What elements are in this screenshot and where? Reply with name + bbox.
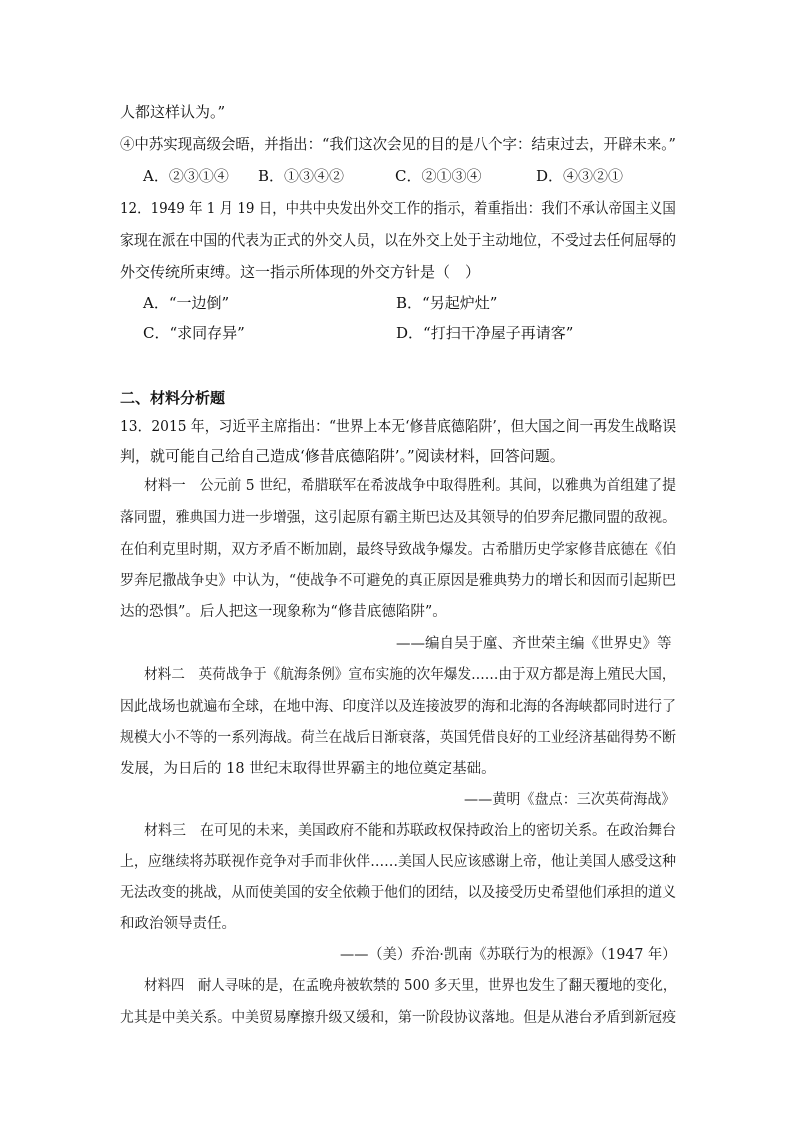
- material-3-line: 上，应继续将苏联视作竞争对手而非伙伴……美国人民应该感谢上帝，他让美国人感受这种: [120, 854, 676, 870]
- q11-option-d[interactable]: D．④③②①: [536, 167, 624, 185]
- material-2-line: 材料二 英荷战争于《航海条例》宣布实施的次年爆发……由于双方都是海上殖民大国，: [144, 667, 676, 683]
- material-1-line: 在伯利克里时期，双方矛盾不断加剧，最终导致战争爆发。古希腊历史学家修昔底德在《伯: [120, 542, 676, 558]
- material-1-line: 罗奔尼撒战争史》中认为，“使战争不可避免的真正原因是雅典势力的增长和因而引起斯巴: [120, 573, 676, 589]
- material-2-source: ——黄明《盘点：三次英荷海战》: [464, 792, 676, 808]
- q12-line-1: 12．1949 年 1 月 19 日，中共中央发出外交工作的指示，着重指出：我们不承认帝国主义国: [120, 199, 676, 217]
- material-4-line: 材料四 耐人寻味的是，在孟晚舟被软禁的 500 多天里，世界也发生了翻天覆地的变化，: [144, 978, 677, 994]
- material-1-line: 达的恐惧”。后人把这一现象称为“修昔底德陷阱”。: [120, 604, 447, 620]
- material-2-line: 发展，为日后的 18 世纪末取得世界霸主的地位奠定基础。: [120, 761, 496, 777]
- q12-option-b[interactable]: B．“另起炉灶”: [396, 294, 498, 312]
- material-1-source: ——编自吴于廑、齐世荣主编《世界史》等: [396, 636, 672, 652]
- material-4-line: 尤其是中美关系。中美贸易摩擦升级又缓和，第一阶段协议落地。但是从港台矛盾到新冠疫: [120, 1010, 676, 1026]
- q12-option-d[interactable]: D．“打扫干净屋子再请客”: [396, 324, 574, 342]
- q12-option-a[interactable]: A．“一边倒”: [143, 294, 230, 312]
- q11-continue-line: 人都这样认为。”: [120, 103, 226, 121]
- q11-option-b[interactable]: B．①③④②: [258, 167, 345, 185]
- q12-line-3: 外交传统所束缚。这一指示所体现的外交方针是（ ）: [120, 263, 481, 281]
- material-3-source: ——（美）乔治·凯南《苏联行为的根源》（1947 年）: [340, 947, 677, 963]
- q12-line-2: 家现在派在中国的代表为正式的外交人员，以在外交上处于主动地位，不受过去任何屈辱的: [120, 231, 677, 249]
- material-1-line: 落同盟，雅典国力进一步增强，这引起原有霸主斯巴达及其领导的伯罗奔尼撒同盟的敌视。: [120, 510, 676, 526]
- q11-option-a[interactable]: A．②③①④: [143, 167, 229, 185]
- section-title: 二、材料分析题: [120, 389, 226, 407]
- q13-line-1: 13．2015 年，习近平主席指出：“世界上本无‘修昔底德陷阱’，但大国之间一再发生战略误: [120, 417, 677, 435]
- material-3-line: 无法改变的挑战，从而使美国的安全依赖于他们的团结，以及接受历史希望他们承担的道义: [120, 885, 676, 901]
- material-3-line: 材料三 在可见的未来，美国政府不能和苏联政权保持政治上的密切关系。在政治舞台: [144, 823, 676, 839]
- q11-option-c[interactable]: C．②①③④: [395, 167, 482, 185]
- material-1-line: 材料一 公元前 5 世纪，希腊联军在希波战争中取得胜利。其间，以雅典为首组建了提: [144, 478, 676, 494]
- q13-line-2: 判，就可能自己给自己造成‘修昔底德陷阱’。”阅读材料，回答问题。: [120, 447, 565, 465]
- q12-option-c[interactable]: C．“求同存异”: [143, 324, 245, 342]
- material-2-line: 因此战场也就遍布全球，在地中海、印度洋以及连接波罗的海和北海的各海峡都同时进行了: [120, 699, 676, 715]
- material-2-line: 规模大小不等的一系列海战。荷兰在战后日渐衰落，英国凭借良好的工业经济基础得势不断: [120, 730, 676, 746]
- material-3-line: 和政治领导责任。: [120, 916, 236, 932]
- q11-item-4: ④中苏实现高级会晤，并指出：“我们这次会见的目的是八个字：结束过去，开辟未来。”: [120, 135, 676, 153]
